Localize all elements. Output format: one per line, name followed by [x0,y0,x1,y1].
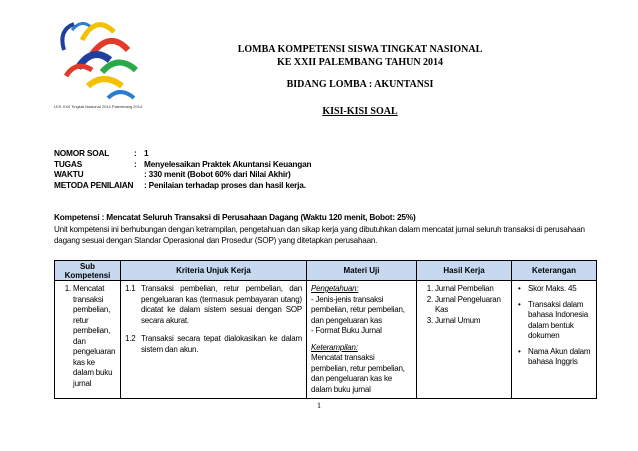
meta-value: : 330 menit (Bobot 60% dari Nilai Akhir) [144,169,291,179]
kriteria-cell [121,281,307,399]
kriteria-item: 1.2 Transaksi secara tepat dialokasikan ke dalam sistem dan akun. [125,334,302,354]
col-header: Sub Kompetensi [55,261,121,281]
meta-key: METODA PENILAIAN [54,179,134,190]
meta-value: Menyelesaikan Praktek Akuntansi Keuangan [144,158,312,169]
keterangan-cell [512,281,597,399]
keterangan-item: • Transaksi dalam bahasa Indonesia dalam bentuk dokumen [528,300,592,342]
col-header: Keterangan [512,261,597,281]
col-header: Hasil Kerja [417,261,512,281]
header-line-2: KE XXII PALEMBANG TAHUN 2014 [276,57,444,68]
meta-row [54,169,311,180]
meta-row [54,180,311,191]
header-line-1: LOMBA KOMPETENSI SISWA TINGKAT NASIONAL [237,44,483,55]
pengetahuan-label: Pengetahuan: [311,284,359,293]
header-line-3: BIDANG LOMBA : AKUNTANSI [286,79,434,90]
col-header: Materi Uji [307,261,417,281]
meta-key: WAKTU [54,169,84,179]
hasil-item: 1. Jurnal Pembelian [435,284,507,295]
kompetensi-title: Kompetensi : Mencatat Seluruh Transaksi di Perusahaan Dagang (Waktu 120 menit, Bobot: 25%) [54,212,416,222]
svg-text:LKS XXII Tingkat Nasional 2014: LKS XXII Tingkat Nasional 2014 Palembang 2014 [53,104,143,109]
hasil-item: 2. Jurnal Pengeluaran Kas [435,295,507,316]
meta-value: 1 [144,148,149,158]
materi-text: - Jenis-jenis transaksi pembelian, retur pembelian, dan pengeluaran kas [311,294,405,325]
meta-value: : Penilaian terhadap proses dan hasil kerja. [144,179,306,190]
meta-row: NOMOR SOAL : 1 [54,148,149,158]
header-line-4: KISI-KISI SOAL [322,106,398,117]
kriteria-item: 1.1 Transaksi pembelian, retur pembelian, dan pengeluaran kas (termasuk pembayaran utang) dicatat ke dalam sistem sesuai dengan SOP secara akurat. [125,284,302,325]
kisi-kisi-table [54,260,597,399]
meta-key: NOMOR SOAL [54,148,110,158]
table-row [55,281,597,399]
table-header-row [55,261,597,281]
meta-row: TUGAS : Menyelesaikan Praktek Akuntansi Keuangan [54,158,312,169]
materi-cell [307,281,417,399]
hasil-cell [417,281,512,399]
materi-text: Mencatat transaksi pembelian, retur pembelian, dan pengeluaran kas ke dalam buku jurnal [311,353,405,394]
keterangan-item: • Nama Akun dalam bahasa Inggris [528,347,592,368]
description-paragraph: Unit kompetensi ini berhubungan dengan ketrampilan, pengetahuan dan sikap kerja yang dibutuhkan dalam mencatat jurnal seluruh transaksi di perusahaan dagang sesuai dengan Standar Operasional dan Prosedur (SOP) yang ditetapkan perusahaan. [54,225,585,245]
sub-kompetensi-item: 1. Mencatat transaksi pembelian, retur pembelian, dan pengeluaran kas ke dalam buku jurnal [73,284,116,389]
hasil-item: 3. Jurnal Umum [435,316,507,327]
materi-text: - Format Buku Jurnal [311,326,382,335]
meta-key: TUGAS [54,158,83,169]
page-number: 1 [317,401,321,410]
col-header: Kriteria Unjuk Kerja [121,261,307,281]
sub-kompetensi-cell [55,281,121,399]
keterangan-item: • Skor Maks. 45 [528,284,592,295]
meta-block [54,148,311,190]
ketrampilan-label: Keterampilan: [311,342,358,352]
lks-logo [52,10,144,120]
